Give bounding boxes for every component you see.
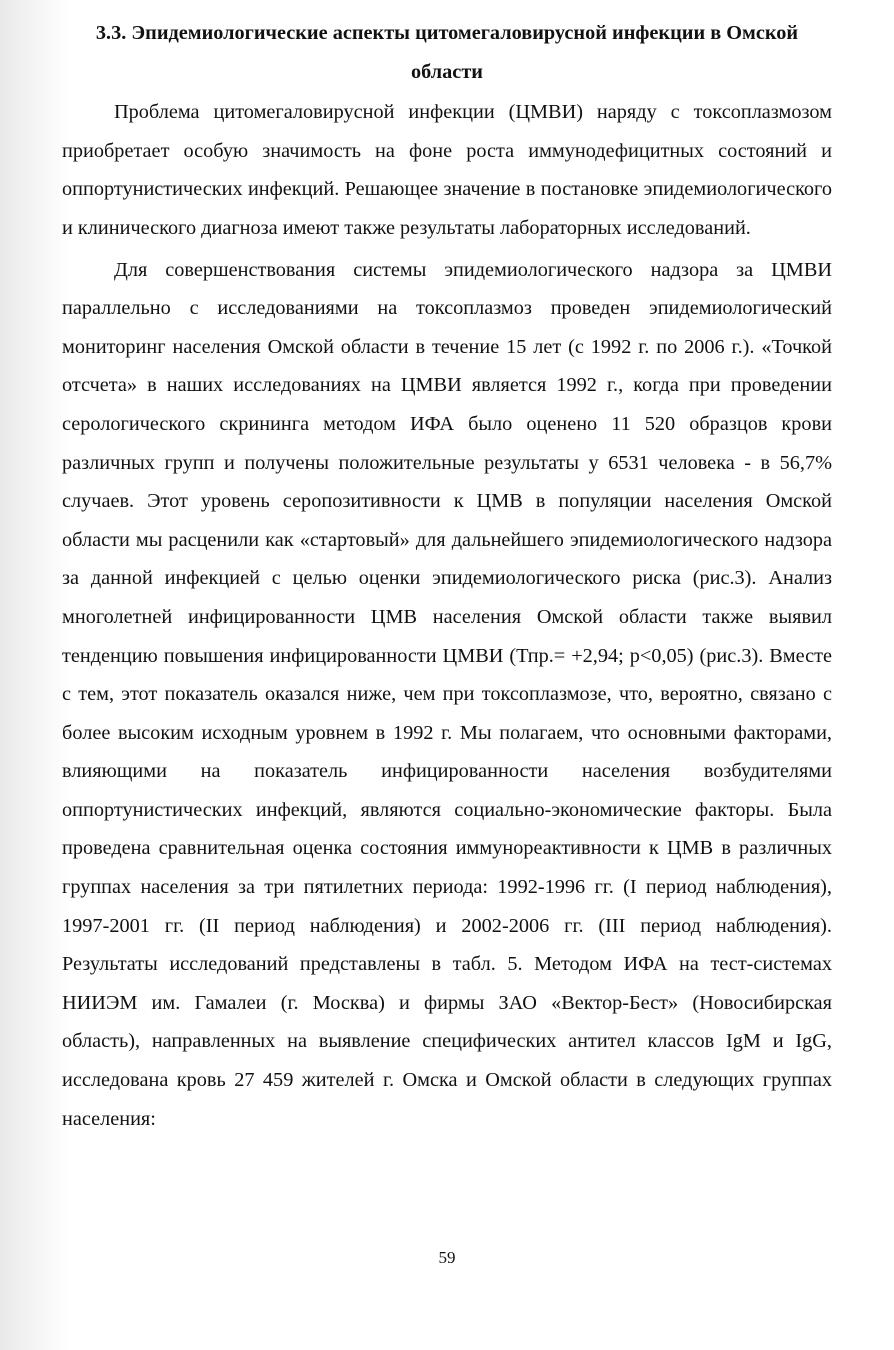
section-heading: 3.3. Эпидемиологические аспекты цитомегаловирусной инфекции в Омской области xyxy=(95,22,799,83)
scan-edge-shadow xyxy=(0,0,70,1350)
page-number: 59 xyxy=(438,1248,456,1267)
paragraph-intro: Проблема цитомегаловирусной инфекции (ЦМВИ) наряду с токсоплазмозом приобретает особую значимость на фоне роста иммунодефицитных состояний и оппортунистических инфекций. Решающее значение в постановке эпидемиологического и клинического диагноза имеют также результаты лабораторных исследований. xyxy=(62,101,832,239)
paragraph-monitoring: Для совершенствования системы эпидемиологического надзора за ЦМВИ параллельно с исследованиями на токсоплазмоз проведен эпидемиологический мониторинг населения Омской области в течение 15 лет (с 1992 г. по 2006 г.). «Точкой отсчета» в наших исследованиях на ЦМВИ является 1992 г., когда при проведении серологического скрининга методом ИФА было оценено 11 520 образцов крови различных групп и получены положительные результаты у 6531 человека - в 56,7% случаев. Этот уровень серопозитивности к ЦМВ в популяции населения Омской области мы расценили как «стартовый» для дальнейшего эпидемиологического надзора за данной инфекцией с целью оценки эпидемиологического риска (рис.3). Анализ многолетней инфицированности ЦМВ населения Омской области также выявил тенденцию повышения инфицированности ЦМВИ (Тпр.= +2,94; p<0,05) (рис.3). Вместе с тем, этот показатель оказался ниже, чем при токсоплазмозе, что, вероятно, связано с более высоким исходным уровнем в 1992 г. Мы полагаем, что основными факторами, влияющими на показатель инфицированности населения возбудителями оппортунистических инфекций, являются социально-экономические факторы. Была проведена сравнительная оценка состояния иммунореактивности к ЦМВ в различных группах населения за три пятилетних периода: 1992-1996 гг. (I период наблюдения), 1997-2001 гг. (II период наблюдения) и 2002-2006 гг. (III период наблюдения). Результаты исследований представлены в табл. 5. Методом ИФА на тест-системах НИИЭМ им. Гамалеи (г. Москва) и фирмы ЗАО «Вектор-Бест» (Новосибирская область), направленных на выявление специфических антител классов IgM и IgG, исследована кровь 27 459 жителей г. Омска и Омской области в следующих группах населения: xyxy=(62,258,832,1130)
document-page xyxy=(62,14,832,1138)
